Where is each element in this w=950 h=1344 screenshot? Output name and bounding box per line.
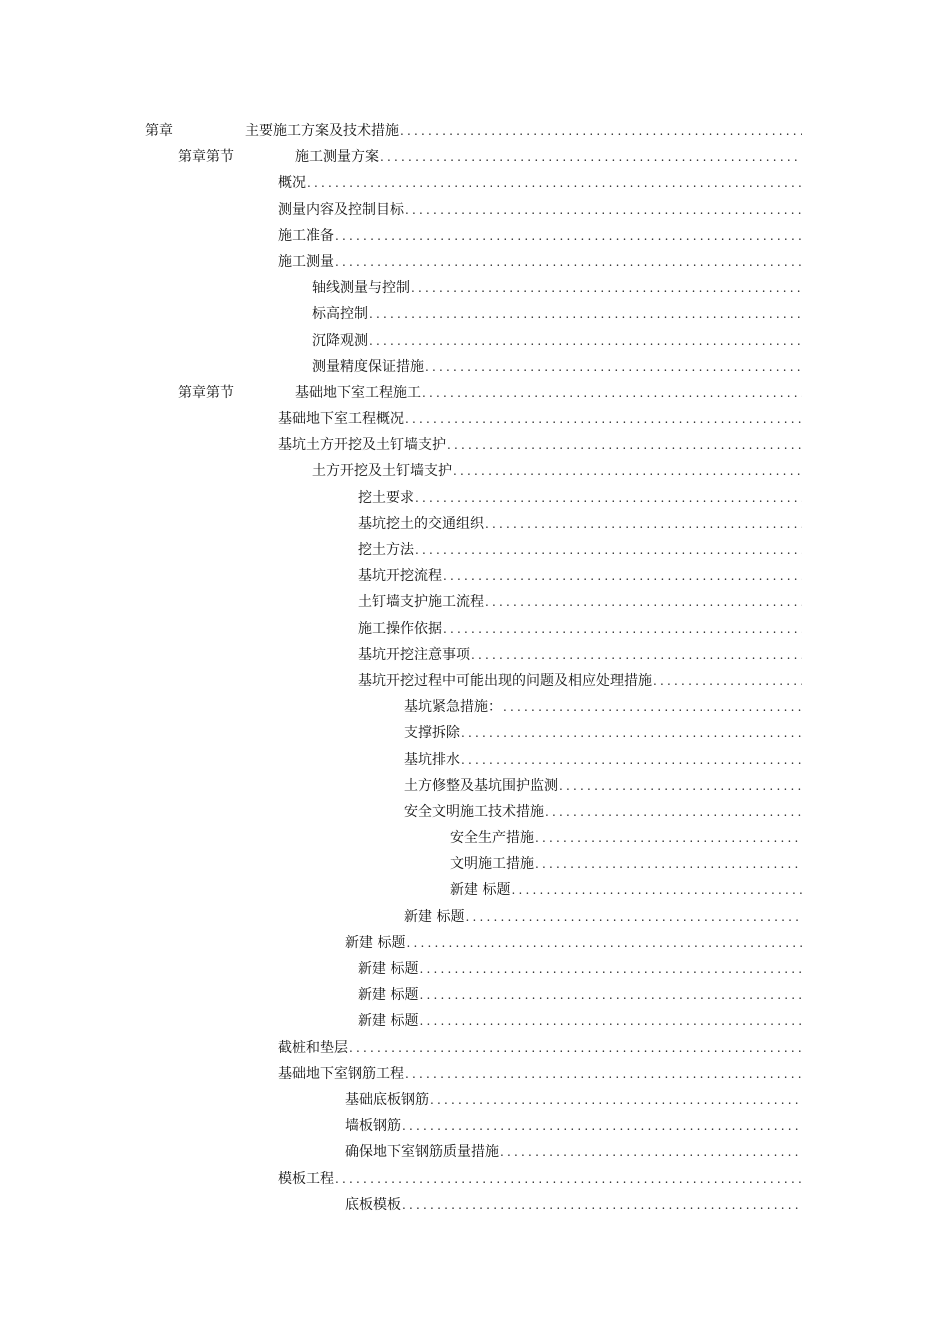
toc-entry[interactable] [0, 144, 950, 170]
dot-leader [406, 936, 802, 950]
toc-entry-title: 基坑紧急措施： [404, 699, 502, 716]
toc-entry[interactable] [0, 668, 950, 694]
toc-entry[interactable] [0, 1035, 950, 1061]
toc-entry-title: 土方开挖及土钉墙支护 [312, 463, 452, 480]
toc-entry-title: 基础地下室工程施工 [295, 384, 421, 401]
toc-entry[interactable] [0, 773, 950, 799]
toc-entry-title: 文明施工措施 [450, 856, 534, 873]
dot-leader [461, 753, 802, 767]
dot-leader [405, 1067, 802, 1081]
toc-entry-title: 新建 标题 [358, 987, 419, 1004]
toc-entry-line [312, 303, 802, 323]
toc-entry[interactable] [0, 1192, 950, 1218]
toc-entry[interactable] [0, 982, 950, 1008]
toc-entry-title: 挖土方法 [358, 542, 414, 558]
toc-entry-title: 沉降观测 [312, 332, 368, 349]
toc-entry-title: 主要施工方案及技术措施 [245, 123, 399, 139]
toc-entry-title: 基坑排水 [404, 751, 460, 768]
toc-entry-line [358, 958, 802, 978]
toc-entry-line [312, 460, 802, 480]
toc-entry-line [450, 853, 802, 873]
toc-entry-line [278, 172, 802, 192]
toc-entry[interactable] [0, 249, 950, 275]
toc-entry-line [245, 120, 802, 140]
dot-leader [425, 360, 802, 374]
toc-entry[interactable] [0, 851, 950, 877]
toc-entry-line [358, 984, 802, 1004]
toc-entry-title: 支撑拆除 [404, 725, 460, 742]
toc-entry[interactable] [0, 1087, 950, 1113]
dot-leader [402, 1198, 802, 1212]
toc-entry[interactable] [0, 930, 950, 956]
dot-leader [415, 543, 802, 557]
toc-entry-line [295, 382, 802, 402]
dot-leader [485, 517, 802, 531]
table-of-contents [0, 118, 950, 1218]
toc-entry-line [278, 251, 802, 271]
toc-entry[interactable] [0, 1008, 950, 1034]
toc-entry-title: 模板工程 [278, 1170, 334, 1187]
toc-entry-line [345, 1194, 802, 1214]
dot-leader [402, 1119, 802, 1133]
toc-entry-line [404, 696, 802, 716]
toc-entry-number: 第章 [145, 123, 173, 139]
dot-leader [465, 910, 802, 924]
toc-entry-title: 测量内容及控制目标 [278, 201, 404, 218]
dot-leader [461, 726, 802, 740]
dot-leader [430, 1093, 802, 1107]
toc-entry-line [358, 670, 802, 690]
toc-entry[interactable] [0, 406, 950, 432]
toc-entry[interactable] [0, 170, 950, 196]
toc-entry-title: 截桩和垫层 [278, 1039, 348, 1056]
toc-entry-line [404, 775, 802, 795]
dot-leader [503, 700, 802, 714]
toc-entry-title: 概况 [278, 175, 306, 192]
dot-leader [535, 857, 802, 871]
dot-leader [335, 255, 802, 269]
toc-entry-title: 基础地下室工程概况 [278, 411, 404, 428]
toc-entry[interactable] [0, 799, 950, 825]
toc-entry-title: 测量精度保证措施 [312, 358, 424, 375]
toc-entry-title: 墙板钢筋 [345, 1118, 401, 1135]
toc-entry[interactable] [0, 956, 950, 982]
dot-leader [422, 386, 802, 400]
toc-entry[interactable] [0, 563, 950, 589]
toc-entry[interactable] [0, 275, 950, 301]
toc-entry-line [358, 565, 802, 585]
toc-entry-title: 新建 标题 [345, 934, 406, 951]
dot-leader [443, 622, 802, 636]
dot-leader [419, 988, 802, 1002]
dot-leader [500, 1145, 802, 1159]
toc-entry[interactable] [0, 1061, 950, 1087]
toc-entry-title: 施工操作依据 [358, 620, 442, 637]
toc-entry-title: 新建 标题 [358, 961, 419, 977]
toc-entry[interactable] [0, 747, 950, 773]
toc-entry-line [278, 1063, 802, 1083]
toc-entry-line [358, 618, 802, 638]
toc-entry-line [345, 1089, 802, 1109]
toc-entry[interactable] [0, 825, 950, 851]
toc-entry-line [404, 801, 802, 821]
dot-leader [415, 491, 802, 505]
dot-leader [471, 648, 802, 662]
toc-entry[interactable] [0, 301, 950, 327]
dot-leader [369, 307, 802, 321]
toc-entry[interactable] [0, 223, 950, 249]
dot-leader [419, 962, 802, 976]
toc-entry-title: 基础地下室钢筋工程 [278, 1065, 404, 1082]
toc-entry-line [358, 487, 802, 507]
dot-leader [653, 674, 802, 688]
toc-entry-line [345, 932, 802, 952]
toc-entry-title: 标高控制 [312, 306, 368, 323]
toc-entry[interactable] [0, 642, 950, 668]
toc-entry-line [450, 827, 802, 847]
toc-entry-line [358, 1010, 802, 1030]
dot-leader [369, 334, 802, 348]
toc-entry-line [345, 1115, 802, 1135]
dot-leader [405, 203, 802, 217]
toc-entry-line [404, 722, 802, 742]
toc-entry-line [312, 356, 802, 376]
toc-entry[interactable] [0, 511, 950, 537]
toc-entry-title: 底板模板 [345, 1196, 401, 1213]
toc-entry[interactable] [0, 694, 950, 720]
toc-entry[interactable] [0, 904, 950, 930]
dot-leader [335, 1172, 802, 1186]
toc-entry-title: 基坑开挖流程 [358, 568, 442, 585]
dot-leader [307, 176, 802, 190]
toc-entry[interactable] [0, 118, 950, 144]
toc-entry-title: 基坑挖土的交通组织 [358, 515, 484, 532]
dot-leader [411, 281, 802, 295]
toc-entry-title: 基坑开挖过程中可能出现的问题及相应处理措施 [358, 672, 652, 689]
toc-entry[interactable] [0, 537, 950, 563]
toc-entry-title: 基础底板钢筋 [345, 1091, 429, 1108]
toc-entry-title: 轴线测量与控制 [312, 280, 410, 297]
toc-entry-title: 挖土要求 [358, 489, 414, 506]
toc-entry-title: 新建 标题 [404, 908, 465, 925]
toc-entry-line [404, 906, 802, 926]
toc-entry-title: 施工准备 [278, 227, 334, 244]
toc-entry-title: 土钉墙支护施工流程 [358, 594, 484, 611]
toc-entry[interactable] [0, 328, 950, 354]
toc-entry[interactable] [0, 1139, 950, 1165]
toc-entry-line [295, 146, 802, 166]
dot-leader [349, 1041, 802, 1055]
toc-entry[interactable] [0, 458, 950, 484]
toc-entry-line [278, 408, 802, 428]
dot-leader [405, 412, 802, 426]
toc-entry-line [358, 539, 802, 559]
dot-leader [419, 1014, 802, 1028]
toc-entry[interactable] [0, 432, 950, 458]
toc-entry-title: 施工测量 [278, 253, 334, 270]
toc-entry-line [278, 199, 802, 219]
toc-entry-line [312, 277, 802, 297]
toc-entry-line [358, 644, 802, 664]
dot-leader [545, 805, 802, 819]
toc-entry-title: 安全文明施工技术措施 [404, 803, 544, 820]
toc-entry[interactable] [0, 720, 950, 746]
toc-entry-title: 土方修整及基坑围护监测 [404, 777, 558, 794]
dot-leader [447, 438, 802, 452]
dot-leader [559, 779, 802, 793]
toc-entry-line [278, 1037, 802, 1057]
toc-entry[interactable] [0, 1113, 950, 1139]
toc-entry[interactable] [0, 485, 950, 511]
toc-entry-line [358, 513, 802, 533]
toc-entry-line [278, 225, 802, 245]
dot-leader [453, 464, 802, 478]
dot-leader [380, 150, 802, 164]
dot-leader [335, 229, 802, 243]
toc-entry-line [358, 591, 802, 611]
dot-leader [511, 883, 802, 897]
toc-entry-line [312, 330, 802, 350]
toc-entry[interactable] [0, 1166, 950, 1192]
toc-entry[interactable] [0, 354, 950, 380]
toc-entry-line [278, 434, 802, 454]
toc-entry-title: 基坑开挖注意事项 [358, 646, 470, 663]
toc-entry-title: 施工测量方案 [295, 149, 379, 166]
toc-entry-title: 确保地下室钢筋质量措施 [345, 1144, 499, 1161]
toc-entry-title: 安全生产措施 [450, 830, 534, 847]
toc-entry-line [404, 749, 802, 769]
toc-entry-line [450, 879, 802, 899]
toc-entry[interactable] [0, 197, 950, 223]
toc-entry-line [345, 1141, 802, 1161]
toc-entry[interactable] [0, 616, 950, 642]
toc-entry-title: 新建 标题 [358, 1013, 419, 1030]
toc-entry[interactable] [0, 877, 950, 903]
toc-entry-number: 第章第节 [178, 149, 234, 166]
toc-entry[interactable] [0, 380, 950, 406]
dot-leader [485, 595, 802, 609]
toc-entry-title: 新建 标题 [450, 882, 511, 899]
dot-leader [535, 831, 802, 845]
toc-entry[interactable] [0, 589, 950, 615]
dot-leader [400, 124, 802, 138]
toc-entry-line [278, 1168, 802, 1188]
dot-leader [443, 569, 802, 583]
toc-entry-number: 第章第节 [178, 384, 234, 401]
toc-entry-title: 基坑土方开挖及土钉墙支护 [278, 437, 446, 454]
